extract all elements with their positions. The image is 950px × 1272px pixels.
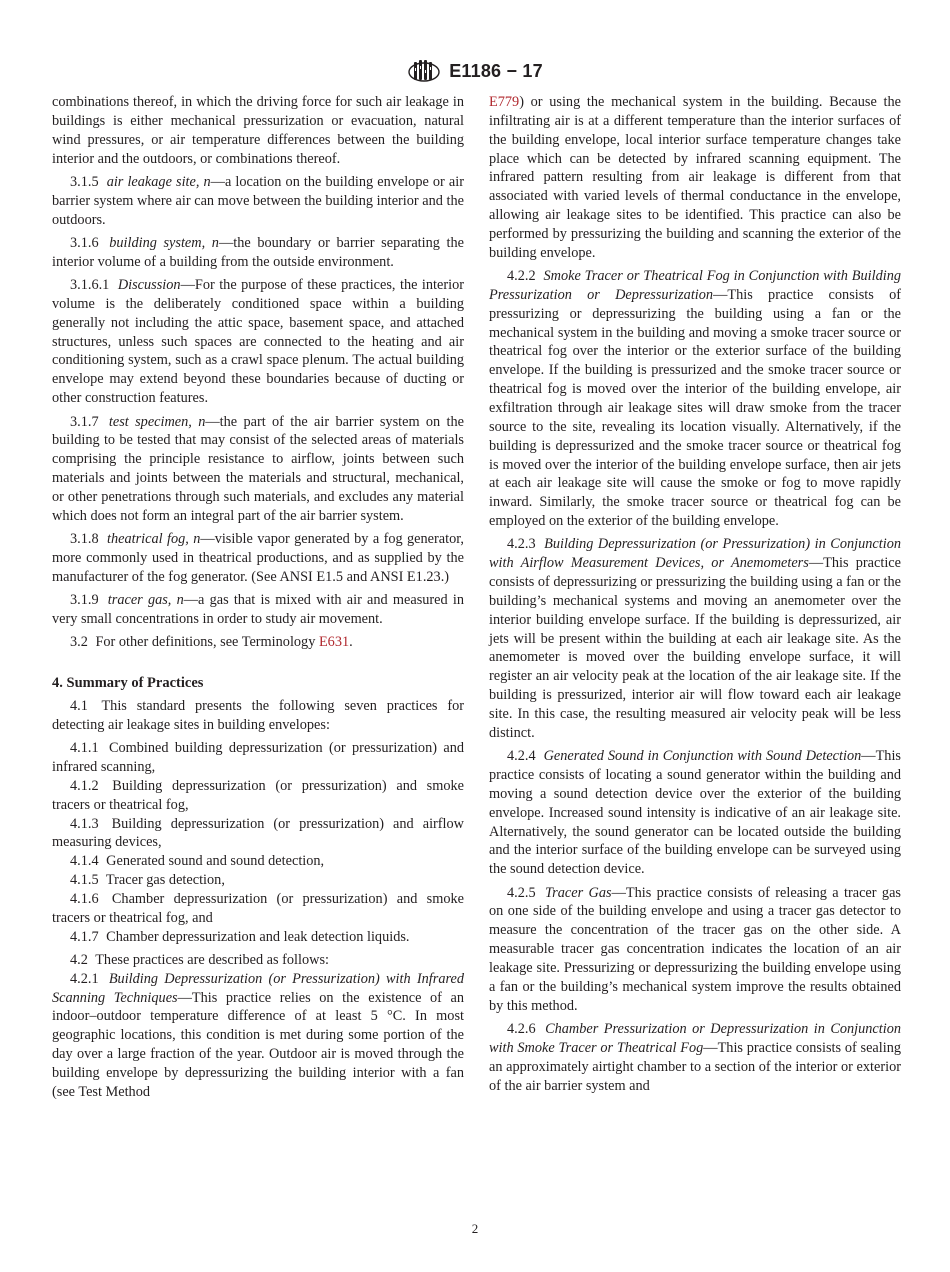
section-heading-summary-of-practices: 4. Summary of Practices xyxy=(52,675,204,692)
list-item: 4.1.6 Chamber depressurization (or pressurization) and smoke tracers or theatrical fog, and xyxy=(52,890,464,926)
list-item: 4.1.5 Tracer gas detection, xyxy=(70,872,225,889)
clause-4-2-4: 4.2.4 Generated Sound in Conjunction with Sound Detection—This practice consists of locating a sound generator within the building and moving a sound detection device over the exterior of the building envelope. Increased sound intensity is indicative of an air leakage site. Alternatively, the sound generator can be located outside the building and the interior surface of the building envelope can be surveyed using the sound detection device. xyxy=(489,748,901,878)
right-column xyxy=(489,93,901,1100)
practice-title: Chamber Pressurization or Depressurization in Conjunction with Smoke Tracer or Theatrical Fog xyxy=(489,1021,902,1056)
paragraph-continuation: combinations thereof, in which the driving force for such air leakage in buildings is either mechanical pressurization or evacuation, natural wind pressures, or air temperature differences between the building interior and the outdoors, or combinations thereof. xyxy=(52,94,464,167)
discussion-label: Discussion xyxy=(117,277,181,294)
defined-term: test specimen, n xyxy=(108,413,206,430)
list-item: 4.1.3 Building depressurization (or pressurization) and airflow measuring devices, xyxy=(52,815,465,851)
clause-4-2-6: 4.2.6 Chamber Pressurization or Depressurization in Conjunction with Smoke Tracer or Theatrical Fog—This practice consists of sealing an approximately airtight chamber to a section of the interior or exterior of the air barrier system and xyxy=(489,1021,902,1094)
link-e779[interactable]: E779 xyxy=(489,94,520,110)
definition-3-1-9: 3.1.9 tracer gas, n—a gas that is mixed with air and measured in very small concentrations in order to study air movement. xyxy=(52,592,464,627)
list-item: 4.1.4 Generated sound and sound detection, xyxy=(70,853,325,870)
list-item: 4.1.2 Building depressurization (or pressurization) and smoke tracers or theatrical fog, xyxy=(52,777,464,813)
list-item: 4.1.7 Chamber depressurization and leak detection liquids. xyxy=(70,928,410,945)
discussion-3-1-6-1: 3.1.6.1 Discussion—For the purpose of these practices, the interior volume is the deliberately conditioned space within a building generally not including the attic space, basement space, and attached structures, unless such spaces are connected to the heating and air conditioning system, such as a crawl space plenum. The actual building envelope may extend beyond these boundaries because of ducting or other construction features. xyxy=(52,277,464,407)
link-e631[interactable]: E631 xyxy=(318,634,350,651)
clause-3-2: 3.2 For other definitions, see Terminology E631. xyxy=(70,634,353,651)
page-header xyxy=(0,56,950,86)
practice-title: Building Depressurization (or Pressurization) in Conjunction with Airflow Measurement Devices, or Anemometers xyxy=(489,536,901,572)
standard-designation: E1186 − 17 xyxy=(449,60,543,81)
defined-term: air leakage site, n xyxy=(106,173,211,190)
clause-4-1: 4.1 This standard presents the following seven practices for detecting air leakage sites in building envelopes: xyxy=(52,697,464,733)
practice-title: Smoke Tracer or Theatrical Fog in Conjunction with Building Pressurization or Depressurization xyxy=(489,268,901,303)
practice-title: Generated Sound in Conjunction with Sound Detection xyxy=(543,748,862,765)
definition-3-1-7: 3.1.7 test specimen, n—the part of the air barrier system on the building to be tested that may consist of the selected areas of materials comprising the principle resistance to airflow, joints between such materials and joints between the materials and structural, mechanical, or other penetrations through such materials, and excludes any material which does not form an integral part of the air barrier system. xyxy=(52,413,464,524)
defined-term: tracer gas, n xyxy=(107,592,184,609)
definition-3-1-6: 3.1.6 building system, n—the boundary or barrier separating the interior volume of a building from the outside environment. xyxy=(52,234,465,270)
practice-title: Building Depressurization (or Pressurization) with Infrared Scanning Techniques xyxy=(52,970,464,1006)
clause-4-2-5: 4.2.5 Tracer Gas—This practice consists of releasing a tracer gas on one side of the building envelope and using a tracer gas detector to measure the concentration of the tracer gas on the other side. A measurable tracer gas concentration indicates the location of an air leakage site. Pressurizing or depressurizing the building envelope using a fan or the building’s mechanical system improve the results obtained by this method. xyxy=(489,884,901,1014)
astm-logo-icon xyxy=(407,58,441,84)
defined-term: building system, n xyxy=(109,234,219,251)
page-number: 2 xyxy=(471,1221,479,1236)
defined-term: theatrical fog, n xyxy=(107,531,201,548)
clause-4-2: 4.2 These practices are described as follows: xyxy=(70,951,330,968)
clause-4-2-1-continuation: E779) or using the mechanical system in the building. Because the infiltrating air is at a different temperature than the interior surfaces of the building envelope, local interior surface temperature changes take place which can be detected by infrared scanning equipment. The infrared pattern resulting from air leakage is different from that associated with varied levels of thermal conductance in the envelope, allowing air leakage sites to be identified. This practice can also be performed by pressurizing the building and scanning the exterior of the building envelope. xyxy=(489,94,901,261)
clause-4-2-2: 4.2.2 Smoke Tracer or Theatrical Fog in Conjunction with Building Pressurization or Depressurization—This practice consists of pressurizing or depressurizing the building using a fan or the mechanical system in the building and moving a smoke tracer source or theatrical fog over the interior or the exterior surface of the building envelope. If the building is pressurized and the smoke tracer source or theatrical fog is moved over the interior of the building envelope, air exfiltration through air leakage sites will draw smoke from the tracer source to the site, revealing its location visually. Alternatively, if the building is depressurized and the smoke tracer source or theatrical fog is moved over the interior of the building envelope surface, then air jets at each air leakage site will cause the smoke or fog to move rapidly inward. Similarly, the smoke tracer source or theatrical fog can be employed on the exterior of the building envelope. xyxy=(489,268,901,530)
practice-title: Tracer Gas xyxy=(545,884,612,901)
clause-4-2-3: 4.2.3 Building Depressurization (or Pressurization) in Conjunction with Airflow Measurement Devices, or Anemometers—This practice consists of depressurizing or pressurizing the building using a fan or the building’s mechanical systems and moving an anemometer over the interior building envelope surface. If the building is depressurized, air jets will be present within the building at each air leakage site. As the anemometer is moved over the building envelope surface, it will register an air velocity peak at the location of the air leakage site. If the building is pressurized, interior air will flow toward each air leakage site. In this case, the resulting measured air velocity peak will be less distinct. xyxy=(489,536,901,741)
definition-3-1-5: 3.1.5 air leakage site, n—a location on the building envelope or air barrier system where air can move between the building interior and the outdoors. xyxy=(52,173,464,228)
definition-3-1-8: 3.1.8 theatrical fog, n—visible vapor generated by a fog generator, more commonly used in theatrical productions, and as supplied by the manufacturer of the fog generator. (See ANSI E1.5 and ANSI E1.23.) xyxy=(52,531,465,585)
list-item: 4.1.1 Combined building depressurization (or pressurization) and infrared scanning, xyxy=(52,740,464,775)
left-column xyxy=(52,93,464,1106)
clause-4-2-1: 4.2.1 Building Depressurization (or Pressurization) with Infrared Scanning Techniques—This practice relies on the existence of an indoor–outdoor temperature difference of at least 5 °C. In most geographic locations, this condition is met during some portion of the day over a large fraction of the year. Outdoor air is moved through the building envelope by depressurizing the building interior with a fan (see Test Method xyxy=(52,970,464,1100)
